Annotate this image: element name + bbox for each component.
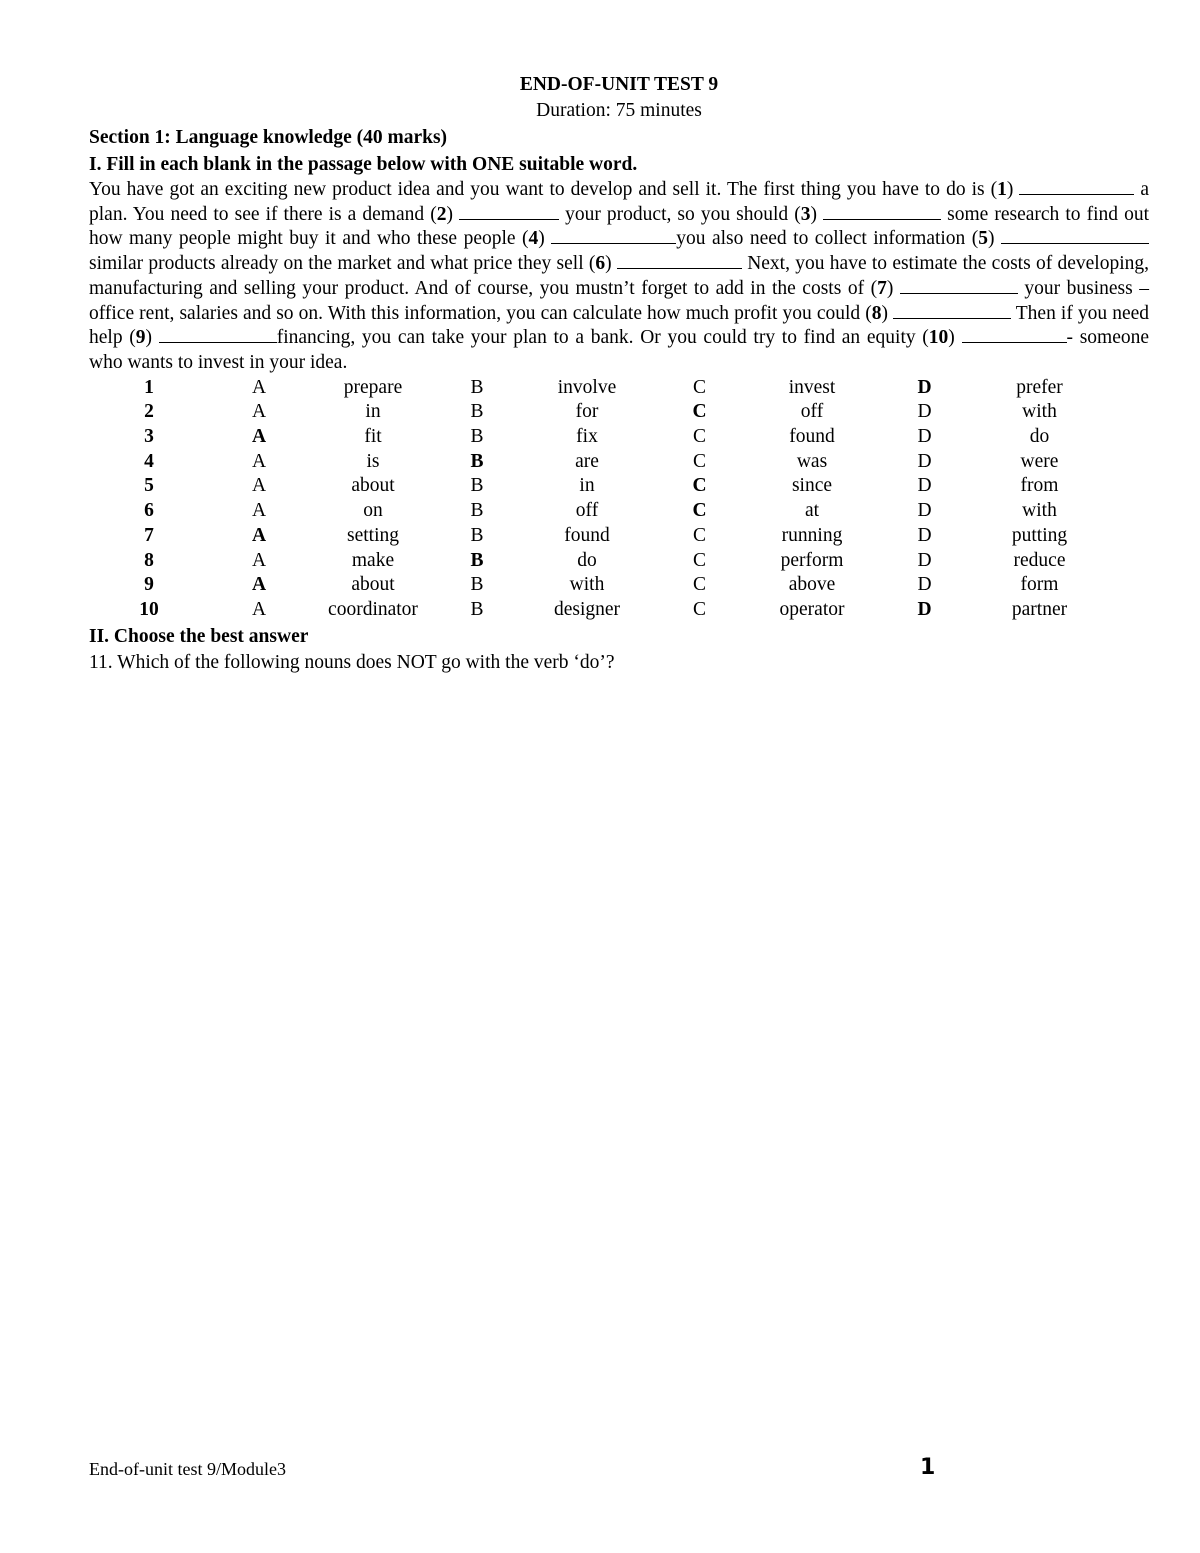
answer-blank: [551, 227, 676, 244]
passage-segment: ): [446, 203, 460, 225]
answer-blank: [1001, 227, 1149, 244]
passage-text: [89, 178, 1149, 376]
option-letter-c: C: [692, 401, 707, 423]
option-word-d: were: [1020, 450, 1059, 472]
option-word-b: for: [575, 401, 599, 423]
test-title: END-OF-UNIT TEST 9: [519, 74, 719, 95]
passage-segment: ): [810, 203, 824, 225]
passage-segment: Then if you need help (: [89, 302, 1150, 349]
option-letter-a: A: [251, 598, 267, 620]
option-row: [89, 549, 1112, 574]
page-content: [89, 72, 1149, 676]
option-word-a: coordinator: [328, 598, 418, 620]
passage-segment: your business – office rent, salaries and so on. With this information, you can calculate how much profit you could (: [89, 277, 1149, 324]
passage-segment: ): [1006, 179, 1020, 200]
option-letter-a: A: [251, 500, 267, 522]
passage-segment: Next, you have to estimate the costs of developing, manufacturing and selling your product. And of course, you mustn’t forget to add in the costs of (: [89, 253, 1149, 299]
option-letter-c: C: [692, 426, 706, 448]
option-letter-b: B: [470, 598, 484, 620]
option-word-d: prefer: [1016, 376, 1063, 398]
option-letter-c: C: [692, 524, 706, 546]
option-word-b: do: [577, 549, 597, 571]
option-letter-b: B: [470, 500, 484, 522]
options-table: [89, 376, 1112, 623]
option-word-a: is: [366, 450, 380, 472]
option-word-d: with: [1022, 401, 1057, 423]
option-letter-b: B: [470, 450, 484, 472]
option-word-d: partner: [1011, 598, 1068, 620]
option-letter-c: C: [692, 475, 707, 497]
passage-segment: ): [605, 253, 617, 275]
passage-segment: ): [988, 228, 1002, 250]
option-letter-d: D: [917, 598, 932, 620]
answer-blank: [159, 326, 277, 343]
question-number: 5: [144, 475, 154, 497]
option-word-c: invest: [788, 376, 836, 398]
option-letter-d: D: [917, 376, 932, 398]
question-number: 6: [144, 500, 154, 522]
option-word-c: off: [800, 401, 824, 423]
option-word-b: involve: [557, 376, 617, 398]
option-letter-b: B: [470, 376, 484, 398]
option-row: [89, 524, 1112, 549]
passage-segment: ): [881, 302, 894, 324]
option-letter-c: C: [692, 574, 706, 596]
option-letter-c: C: [692, 598, 706, 620]
option-row: [89, 573, 1112, 598]
blank-number: 2: [436, 203, 447, 225]
question-number: 3: [144, 426, 154, 448]
question-number: 10: [139, 598, 159, 620]
answer-blank: [1019, 178, 1134, 195]
option-word-c: above: [788, 574, 836, 596]
option-word-d: do: [1029, 426, 1050, 448]
option-word-b: fix: [576, 426, 598, 448]
option-letter-a: A: [251, 524, 267, 546]
part2-heading: II. Choose the best answer: [89, 625, 309, 647]
question-number: 2: [144, 401, 154, 423]
passage-segment: financing, you can take your plan to a bank. Or you could try to find an equity (: [276, 327, 929, 349]
option-word-b: with: [569, 574, 605, 596]
option-word-a: make: [351, 549, 395, 571]
option-word-a: on: [363, 500, 383, 522]
passage-segment: - someone who wants to invest in your idea.: [89, 327, 1150, 373]
option-letter-a: A: [251, 549, 267, 571]
option-row: [89, 376, 1112, 401]
option-word-c: was: [796, 450, 828, 472]
option-letter-b: B: [470, 475, 484, 497]
blank-number: 7: [877, 277, 887, 299]
option-letter-a: A: [251, 450, 267, 472]
answer-blank: [459, 203, 559, 220]
blank-number: 5: [978, 228, 989, 250]
passage-segment: similar products already on the market and what price they sell (: [89, 253, 596, 275]
option-word-d: with: [1022, 500, 1057, 522]
option-letter-a: A: [251, 426, 267, 448]
passage-segment: your product, so you should (: [559, 203, 801, 225]
passage-segment: ): [145, 327, 159, 349]
answer-blank: [823, 203, 941, 220]
answer-blank: [962, 326, 1067, 343]
option-word-a: about: [351, 475, 395, 497]
option-row: [89, 400, 1112, 425]
answer-blank: [893, 302, 1011, 319]
option-word-b: off: [575, 500, 599, 522]
answer-blank: [617, 252, 742, 269]
option-letter-d: D: [917, 574, 932, 596]
blank-number: 3: [800, 203, 811, 225]
option-letter-d: D: [917, 426, 932, 448]
option-letter-b: B: [470, 524, 484, 546]
option-letter-d: D: [917, 450, 932, 472]
option-word-c: operator: [779, 598, 845, 620]
option-row: [89, 425, 1112, 450]
blank-number: 10: [928, 327, 949, 349]
part1-heading: I. Fill in each blank in the passage below with ONE suitable word.: [89, 154, 638, 175]
option-word-a: fit: [364, 426, 382, 448]
option-word-c: since: [791, 475, 833, 497]
option-letter-d: D: [917, 549, 932, 571]
blank-number: 8: [871, 302, 882, 324]
question-11: 11. Which of the following nouns does NOT go with the verb ‘do’?: [89, 651, 615, 673]
option-word-a: prepare: [343, 376, 403, 398]
option-letter-a: A: [251, 376, 267, 398]
passage-segment: a plan. You need to see if there is a demand (: [89, 179, 1149, 225]
option-letter-b: B: [470, 401, 484, 423]
option-letter-c: C: [692, 549, 706, 571]
passage-segment: ): [948, 327, 962, 349]
option-word-a: about: [351, 574, 395, 596]
question-number: 9: [144, 574, 154, 596]
option-word-b: in: [579, 475, 595, 497]
option-letter-b: B: [470, 574, 484, 596]
passage-segment: ): [538, 228, 552, 250]
option-word-d: from: [1020, 475, 1059, 497]
option-word-b: found: [564, 524, 610, 546]
option-word-a: setting: [347, 524, 399, 546]
option-word-d: reduce: [1013, 549, 1066, 571]
option-letter-a: A: [251, 475, 267, 497]
passage-segment: You have got an exciting new product idea and you want to develop and sell it. The first thing you have to do is (: [89, 179, 998, 200]
option-word-d: form: [1020, 574, 1059, 596]
blank-number: 1: [997, 179, 1007, 200]
option-letter-d: D: [917, 475, 932, 497]
page-number: 1: [920, 1455, 936, 1480]
passage-segment: some research to find out how many people might buy it and who these people (: [89, 203, 1150, 250]
footer-label: End-of-unit test 9/Module3: [89, 1459, 286, 1479]
option-letter-c: C: [692, 500, 707, 522]
option-word-c: running: [781, 524, 843, 546]
option-letter-a: A: [251, 401, 267, 423]
option-letter-c: C: [692, 376, 706, 398]
option-row: [89, 450, 1112, 475]
option-word-c: perform: [780, 549, 844, 571]
question-number: 1: [144, 376, 154, 398]
option-word-c: at: [804, 500, 820, 522]
blank-number: 9: [135, 327, 146, 349]
option-row: [89, 474, 1112, 499]
question-number: 4: [144, 450, 154, 472]
option-word-b: designer: [553, 598, 621, 620]
option-word-b: are: [575, 450, 599, 472]
blank-number: 6: [595, 253, 606, 275]
section-heading: Section 1: Language knowledge (40 marks): [89, 127, 448, 148]
option-letter-d: D: [917, 524, 932, 546]
question-number: 7: [144, 524, 154, 546]
option-letter-b: B: [470, 426, 484, 448]
answer-blank: [900, 277, 1018, 294]
passage-segment: you also need to collect information (: [676, 228, 979, 250]
option-word-d: putting: [1011, 524, 1068, 546]
option-row: [89, 598, 1112, 623]
option-row: [89, 499, 1112, 524]
passage-segment: ): [886, 277, 900, 299]
blank-number: 4: [528, 228, 539, 250]
option-letter-a: A: [251, 574, 267, 596]
test-duration: Duration: 75 minutes: [536, 100, 702, 121]
option-letter-d: D: [917, 500, 932, 522]
option-letter-b: B: [470, 549, 484, 571]
option-letter-d: D: [917, 401, 932, 423]
option-word-c: found: [789, 426, 835, 448]
option-word-a: in: [365, 401, 381, 423]
option-letter-c: C: [692, 450, 706, 472]
question-number: 8: [144, 549, 154, 571]
